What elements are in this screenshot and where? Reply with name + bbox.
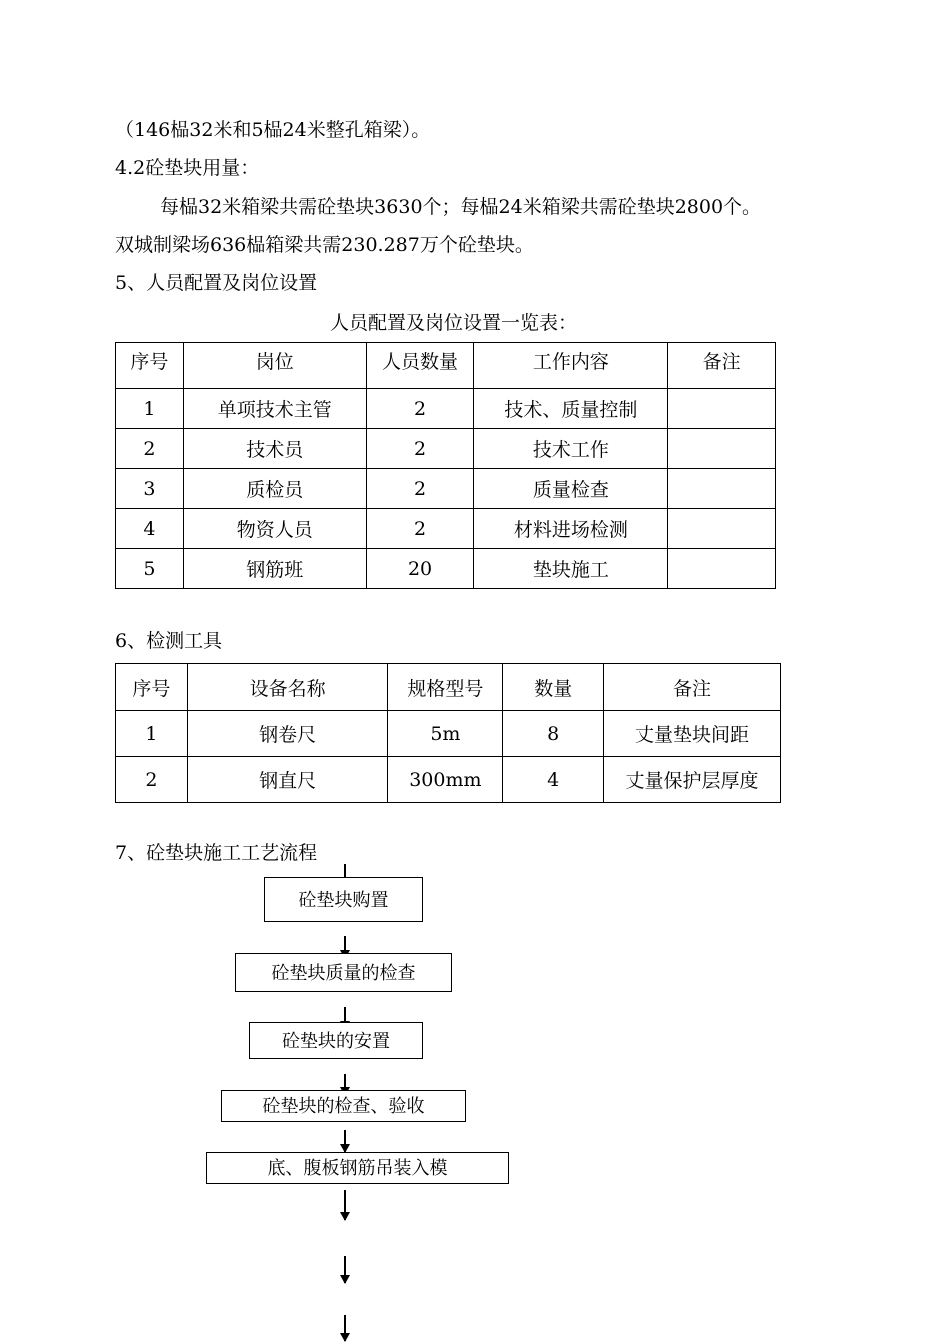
table-cell <box>668 389 776 429</box>
table-cell: 丈量保护层厚度 <box>604 757 781 803</box>
header-cell: 备注 <box>668 343 776 389</box>
table-cell: 技术工作 <box>474 429 668 469</box>
table-row <box>116 509 776 549</box>
table-cell: 垫块施工 <box>474 549 668 589</box>
section-heading-7: 7、砼垫块施工工艺流程 <box>115 842 318 864</box>
flow-step-quality-check: 砼垫块质量的检查 <box>235 953 452 992</box>
tools-table <box>115 663 781 803</box>
table-cell <box>668 549 776 589</box>
table-row <box>116 757 781 803</box>
section-heading-6: 6、检测工具 <box>115 630 223 652</box>
section-heading-5: 5、人员配置及岗位设置 <box>115 272 318 294</box>
table-cell: 2 <box>116 757 188 803</box>
table-row <box>116 429 776 469</box>
paragraph-beam-count: （146榀32米和5榀24米整孔箱梁）。 <box>115 119 431 141</box>
table-cell: 4 <box>116 509 184 549</box>
table-cell: 物资人员 <box>183 509 366 549</box>
table-cell <box>668 509 776 549</box>
header-cell: 岗位 <box>183 343 366 389</box>
table-cell: 3 <box>116 469 184 509</box>
flow-arrow <box>344 1256 346 1283</box>
table-cell: 技术员 <box>183 429 366 469</box>
table-cell: 2 <box>366 429 474 469</box>
header-cell: 序号 <box>116 664 188 711</box>
table-cell: 材料进场检测 <box>474 509 668 549</box>
section-heading-4-2: 4.2砼垫块用量： <box>115 157 260 179</box>
table-row <box>116 469 776 509</box>
table-cell <box>668 429 776 469</box>
header-cell: 设备名称 <box>187 664 388 711</box>
paragraph-block-usage: 每榀32米箱梁共需砼垫块3630个；每榀24米箱梁共需砼垫块2800个。 <box>160 196 762 218</box>
table-header-row <box>116 664 781 711</box>
table-row <box>116 389 776 429</box>
flow-arrow <box>344 1315 346 1341</box>
table-cell: 质量检查 <box>474 469 668 509</box>
table-cell: 丈量垫块间距 <box>604 711 781 757</box>
table-cell: 2 <box>366 389 474 429</box>
table-cell: 8 <box>503 711 604 757</box>
table-caption-staffing: 人员配置及岗位设置一览表： <box>330 312 578 334</box>
paragraph-total-usage: 双城制梁场636榀箱梁共需230.287万个砼垫块。 <box>115 234 534 256</box>
header-cell: 工作内容 <box>474 343 668 389</box>
table-row <box>116 549 776 589</box>
staffing-table <box>115 342 776 589</box>
flow-step-rebar-install: 底、腹板钢筋吊装入模 <box>206 1152 509 1184</box>
header-cell: 人员数量 <box>366 343 474 389</box>
flow-step-purchase: 砼垫块购置 <box>264 877 423 922</box>
header-cell: 数量 <box>503 664 604 711</box>
table-cell: 300mm <box>388 757 503 803</box>
header-cell: 序号 <box>116 343 184 389</box>
table-cell: 2 <box>366 509 474 549</box>
table-cell: 2 <box>366 469 474 509</box>
table-header-row <box>116 343 776 389</box>
table-cell: 1 <box>116 711 188 757</box>
table-cell: 技术、质量控制 <box>474 389 668 429</box>
table-row <box>116 711 781 757</box>
table-cell: 1 <box>116 389 184 429</box>
flow-arrow <box>344 1130 346 1152</box>
table-cell: 5m <box>388 711 503 757</box>
flow-step-inspection: 砼垫块的检查、验收 <box>221 1090 466 1122</box>
table-cell <box>668 469 776 509</box>
table-cell: 钢卷尺 <box>187 711 388 757</box>
header-cell: 规格型号 <box>388 664 503 711</box>
header-cell: 备注 <box>604 664 781 711</box>
table-cell: 2 <box>116 429 184 469</box>
flow-step-placement: 砼垫块的安置 <box>249 1022 423 1059</box>
table-cell: 4 <box>503 757 604 803</box>
table-cell: 质检员 <box>183 469 366 509</box>
table-cell: 钢直尺 <box>187 757 388 803</box>
flow-arrow <box>344 1190 346 1220</box>
table-cell: 5 <box>116 549 184 589</box>
table-cell: 20 <box>366 549 474 589</box>
table-cell: 钢筋班 <box>183 549 366 589</box>
table-cell: 单项技术主管 <box>183 389 366 429</box>
